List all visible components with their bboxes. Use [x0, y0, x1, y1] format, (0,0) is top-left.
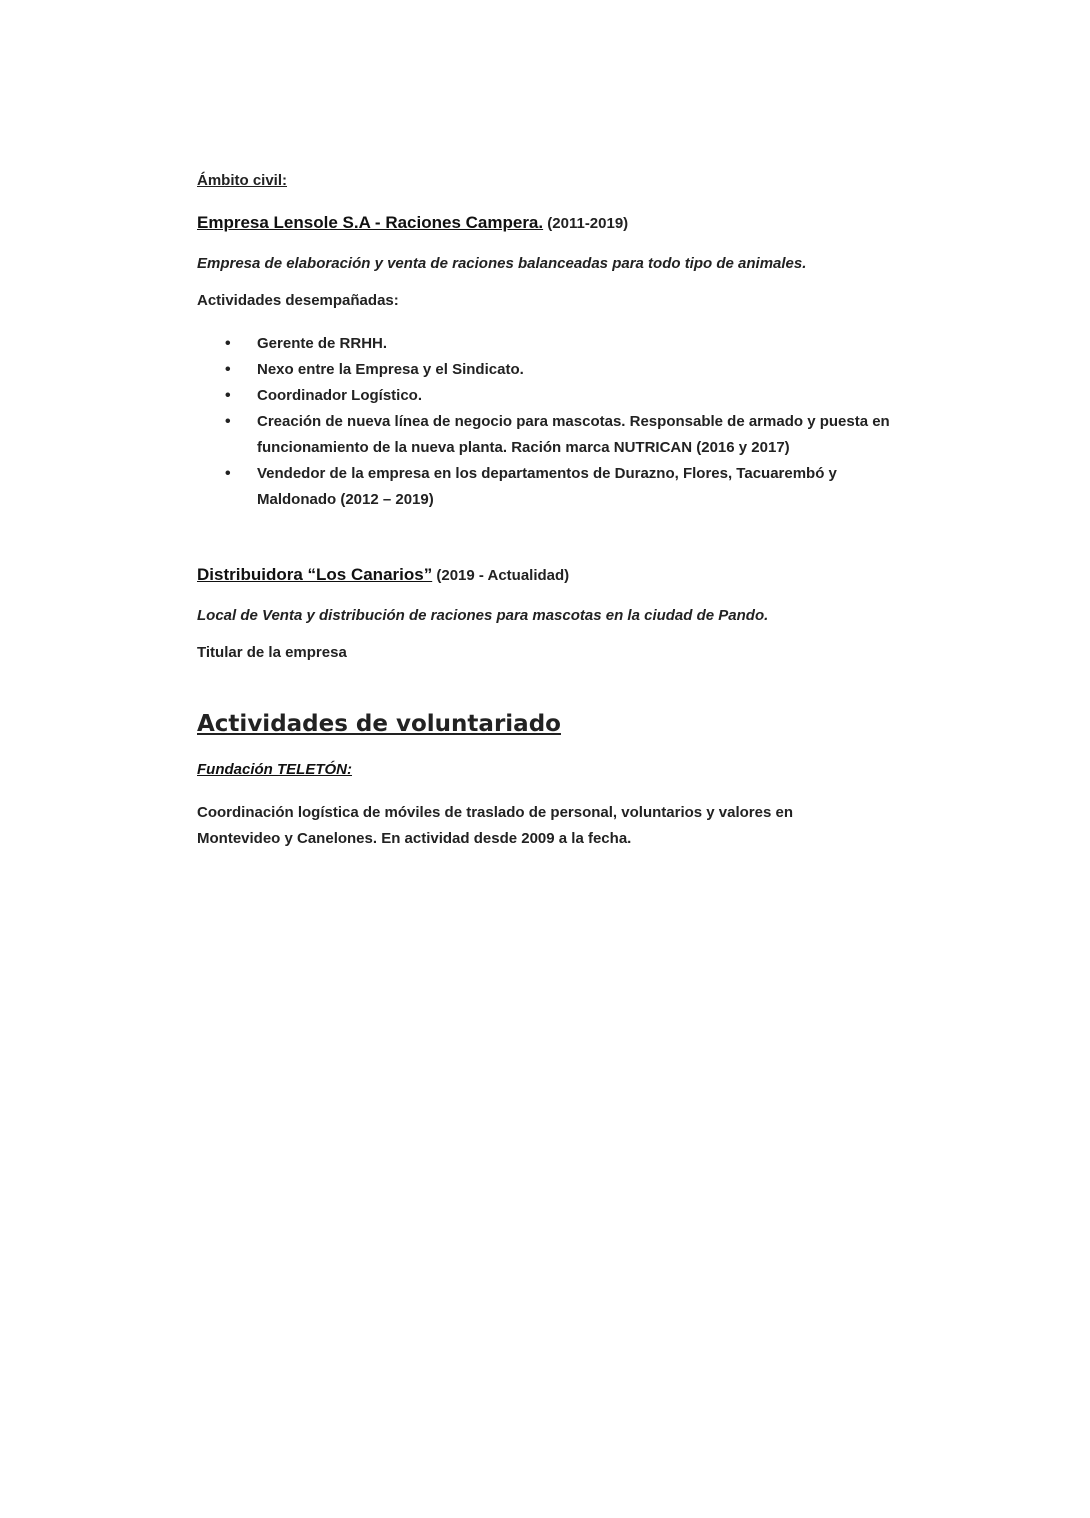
task-list	[197, 331, 917, 513]
job-name: Distribuidora “Los Canarios”	[197, 565, 433, 584]
job-description: Empresa de elaboración y venta de raciones balanceadas para todo tipo de animales.	[197, 255, 807, 272]
bullet-icon: •	[225, 361, 231, 378]
bullet-icon: •	[225, 387, 231, 404]
task-text: Vendedor de la empresa en los departamentos de Durazno, Flores, Tacuarembó y Maldonado (2012 – 2019)	[257, 465, 837, 508]
list-item	[197, 383, 907, 409]
bullet-icon: •	[225, 413, 231, 430]
job-description: Local de Venta y distribución de raciones para mascotas en la ciudad de Pando.	[197, 607, 769, 624]
section-heading-volunteer: Actividades de voluntariado	[197, 711, 561, 737]
job-period: (2011-2019)	[543, 215, 629, 232]
list-item	[197, 357, 907, 383]
job-period: (2019 - Actualidad)	[432, 567, 570, 584]
task-text: Creación de nueva línea de negocio para mascotas. Responsable de armado y puesta en funcionamiento de la nueva planta. Ración marca NUTRICAN (2016 y 2017)	[257, 413, 890, 456]
volunteer-description: Coordinación logística de móviles de traslado de personal, voluntarios y valores en Montevideo y Canelones. En actividad desde 2009 a la fecha.	[197, 804, 794, 847]
bullet-icon: •	[225, 465, 231, 482]
volunteer-org: Fundación TELETÓN:	[197, 761, 352, 778]
job-role: Titular de la empresa	[197, 644, 347, 661]
section-label-civil: Ámbito civil:	[197, 172, 288, 189]
task-text: Gerente de RRHH.	[257, 335, 388, 352]
document-page	[197, 172, 917, 852]
list-item	[197, 331, 907, 357]
task-text: Nexo entre la Empresa y el Sindicato.	[257, 361, 524, 378]
job-title-lensole	[197, 213, 917, 233]
job-title-los-canarios	[197, 565, 917, 585]
activities-label: Actividades desempañadas:	[197, 292, 399, 309]
task-text: Coordinador Logístico.	[257, 387, 422, 404]
list-item	[197, 409, 907, 461]
list-item	[197, 461, 907, 513]
job-name: Empresa Lensole S.A - Raciones Campera.	[197, 213, 544, 232]
bullet-icon: •	[225, 335, 231, 352]
